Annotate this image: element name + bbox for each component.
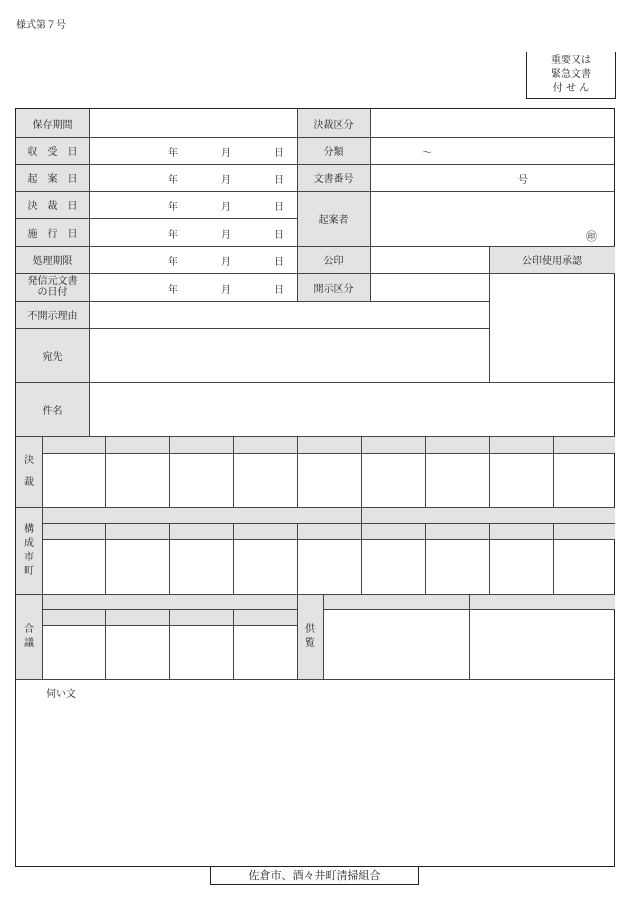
enforced-month-unit: 月 xyxy=(221,230,231,241)
decision-header-row xyxy=(42,436,615,453)
urgent-note-line-2: 緊急文書 xyxy=(551,69,591,80)
origin-month-unit: 月 xyxy=(221,285,231,296)
label-recipient: 宛先 xyxy=(16,328,89,382)
decided-day-unit: 日 xyxy=(274,202,284,213)
urgent-note-line-1: 重要又は xyxy=(551,55,591,66)
label-doc-number: 文書番号 xyxy=(297,164,370,191)
urgent-note-box xyxy=(526,52,616,99)
label-circulation-char-2: 覧 xyxy=(305,637,315,649)
label-origin-doc-date-line2: の日付 xyxy=(37,287,68,298)
drafter-seal-mark: ㊞ xyxy=(586,230,597,243)
decided-month-unit: 月 xyxy=(221,202,231,213)
label-origin-doc-date-line1: 発信元文書 xyxy=(27,276,78,287)
label-member-towns-char-1: 構 xyxy=(24,523,34,535)
label-retention-period: 保存期間 xyxy=(16,109,89,137)
drafted-year-unit: 年 xyxy=(168,175,178,186)
label-disclosure-class: 開示区分 xyxy=(297,273,370,301)
label-member-towns xyxy=(16,507,42,594)
label-deadline: 処理期限 xyxy=(16,246,89,273)
label-decision xyxy=(16,436,42,507)
deadline-day-unit: 日 xyxy=(274,257,284,268)
deadline-month-unit: 月 xyxy=(221,257,231,268)
label-drafter: 起案者 xyxy=(297,191,370,246)
label-drafted-date: 起 案 日 xyxy=(16,164,89,191)
deadline-year-unit: 年 xyxy=(168,257,178,268)
label-decision-class: 決裁区分 xyxy=(297,109,370,137)
approval-form xyxy=(15,108,615,867)
received-year-unit: 年 xyxy=(168,148,178,159)
label-member-towns-char-2: 成 xyxy=(24,537,34,549)
received-day-unit: 日 xyxy=(274,148,284,159)
label-consultation-char-2: 議 xyxy=(24,637,34,649)
category-range-tilde: ～ xyxy=(422,148,432,159)
label-decision-char-2: 裁 xyxy=(24,476,34,488)
label-enforced-date: 施 行 日 xyxy=(16,218,89,246)
received-month-unit: 月 xyxy=(221,148,231,159)
label-subject: 件名 xyxy=(16,382,89,436)
origin-day-unit: 日 xyxy=(274,285,284,296)
label-circulation xyxy=(297,594,323,679)
enforced-year-unit: 年 xyxy=(168,230,178,241)
label-seal-approval: 公印使用承認 xyxy=(489,246,615,273)
label-decision-char-1: 決 xyxy=(24,454,34,466)
drafted-month-unit: 月 xyxy=(221,175,231,186)
decided-year-unit: 年 xyxy=(168,202,178,213)
drafted-day-unit: 日 xyxy=(274,175,284,186)
label-decided-date: 決 裁 日 xyxy=(16,191,89,218)
label-official-seal: 公印 xyxy=(297,246,370,273)
label-member-towns-char-4: 町 xyxy=(24,565,34,577)
label-category: 分類 xyxy=(297,137,370,164)
label-received-date: 収 受 日 xyxy=(16,137,89,164)
label-circulation-char-1: 供 xyxy=(305,623,315,635)
label-consultation xyxy=(16,594,42,679)
label-nondisclosure-reason: 不開示理由 xyxy=(16,301,89,328)
organization-footer: 佐倉市、酒々井町清掃組合 xyxy=(210,866,419,885)
doc-number-suffix: 号 xyxy=(518,175,528,186)
enforced-day-unit: 日 xyxy=(274,230,284,241)
urgent-note-line-3: 付 せ ん xyxy=(552,83,590,94)
inquiry-text-label: 伺い文 xyxy=(46,689,76,700)
origin-year-unit: 年 xyxy=(168,285,178,296)
label-member-towns-char-3: 市 xyxy=(24,551,34,563)
label-consultation-char-1: 合 xyxy=(24,623,34,635)
form-number: 様式第７号 xyxy=(16,20,66,31)
label-origin-doc-date xyxy=(16,273,89,301)
